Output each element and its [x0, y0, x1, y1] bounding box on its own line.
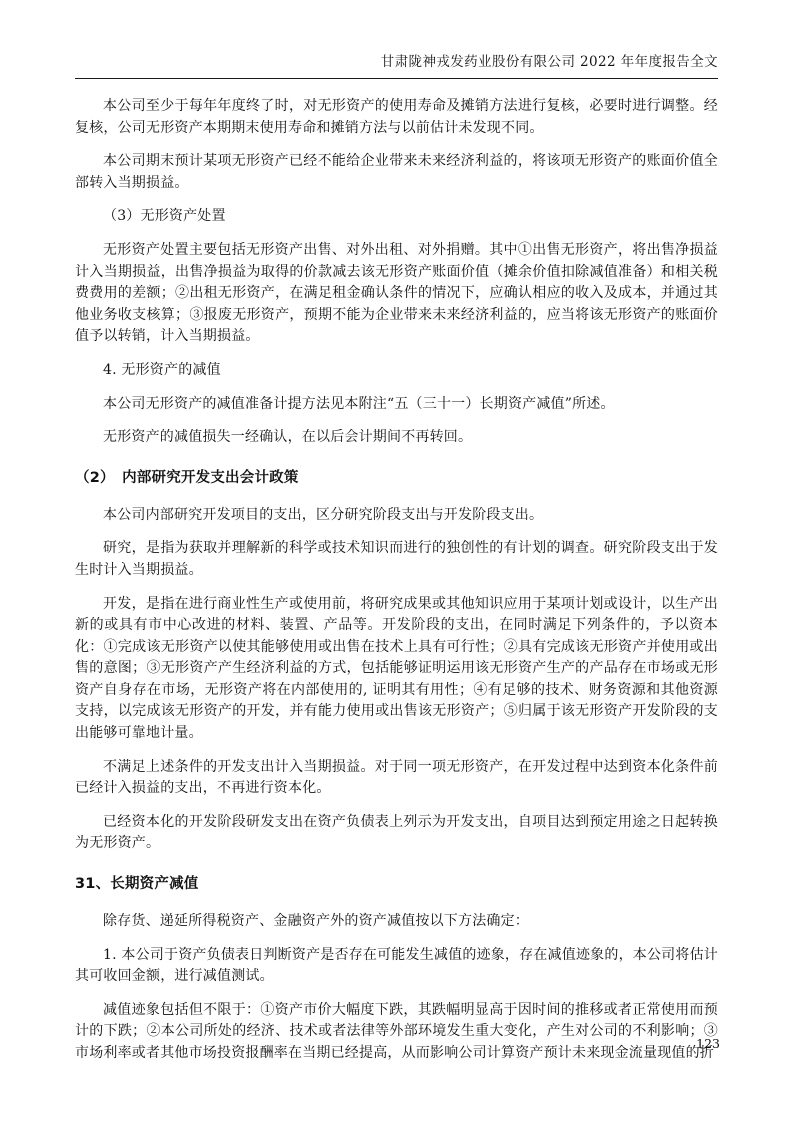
section-heading-rd-policy: （2） 内部研究开发支出会计政策: [75, 469, 299, 486]
page-number: 123: [696, 1036, 720, 1051]
sublabel-intangible-disposal: （3）无形资产处置: [103, 208, 226, 225]
page-content: [75, 79, 718, 1065]
section-heading-long-term-impairment: 31、长期资产减值: [75, 876, 199, 893]
paragraph-impairment-test: 1. 本公司于资产负债表日判断资产是否存在可能发生减值的迹象，存在减值迹象的，本公司将估计其可收回金额，进行减值测试。: [75, 946, 718, 985]
paragraph-intangible-disposal-detail: 无形资产处置主要包括无形资产出售、对外出租、对外捐赠。其中①出售无形资产，将出售净损益计入当期损益，出售净损益为取得的价款减去该无形资产账面价值（摊余价值扣除减值准备）和相关税费费用的差额；②出租无形资产，在满足租金确认条件的情况下，应确认相应的收入及成本，并通过其他业务收支核算；③报废无形资产，预期不能为企业带来未来经济利益的，应当将该无形资产的账面价值予以转销，计入当期损益。: [75, 241, 718, 345]
page-header: [75, 50, 718, 79]
paragraph-intangible-review: 本公司至少于每年年度终了时，对无形资产的使用寿命及摊销方法进行复核，必要时进行调整。经复核，公司无形资产本期期末使用寿命和摊销方法与以前估计未发现不同。: [75, 98, 718, 136]
paragraph-capitalized-rd: 已经资本化的开发阶段研发支出在资产负债表上列示为开发支出，自项目达到预定用途之日起转换为无形资产。: [75, 813, 718, 852]
report-title: 甘肃陇神戎发药业股份有限公司 2022 年年度报告全文: [380, 54, 718, 70]
paragraph-rd-split: 本公司内部研究开发项目的支出，区分研究阶段支出与开发阶段支出。: [103, 506, 544, 523]
paragraph-development-expense: 不满足上述条件的开发支出计入当期损益。对于同一项无形资产，在开发过程中达到资本化条件前已经计入损益的支出，不再进行资本化。: [75, 758, 718, 797]
paragraph-development-definition: 开发，是指在进行商业性生产或使用前，将研究成果或其他知识应用于某项计划或设计，以生产出新的或具有市中心改进的材料、装置、产品等。开发阶段的支出，在同时满足下列条件的，予以资本化：①完成该无形资产以使其能够使用或出售在技术上具有可行性；②具有完成该无形资产并使用或出售的意图；③无形资产产生经济利益的方式，包括能够证明运用该无形资产生产的产品存在市场或无形资产自身存在市场，无形资产将在内部使用的, 证明其有用性；④有足够的技术、财务资源和其他资源支持，以完成该无形资产的开发，并有能力使用或出售该无形资产；⑤归属于该无形资产开发阶段的支出能够可靠地计量。: [75, 595, 718, 742]
paragraph-impairment-no-reversal: 无形资产的减值损失一经确认，在以后会计期间不再转回。: [103, 429, 473, 446]
paragraph-research-definition: 研究，是指为获取并理解新的科学或技术知识而进行的独创性的有计划的调查。研究阶段支出于发生时计入当期损益。: [75, 540, 718, 578]
paragraph-impairment-scope: 除存货、递延所得税资产、金融资产外的资产减值按以下方法确定：: [103, 913, 529, 930]
sublabel-intangible-impairment: 4. 无形资产的减值: [103, 361, 221, 378]
paragraph-impairment-method-ref: 本公司无形资产的减值准备计提方法见本附注“五（三十一）长期资产减值”所述。: [103, 395, 615, 412]
paragraph-intangible-derecognition: 本公司期末预计某项无形资产已经不能给企业带来未来经济利益的，将该项无形资产的账面价值全部转入当期损益。: [75, 153, 718, 191]
paragraph-impairment-indicators: 减值迹象包括但不限于：①资产市价大幅度下跌，其跌幅明显高于因时间的推移或者正常使用而预计的下跌；②本公司所处的经济、技术或者法律等外部环境发生重大变化，产生对公司的不利影响；③市场利率或者其他市场投资报酬率在当期已经提高，从而影响公司计算资产预计未来现金流量现值的折: [75, 1001, 718, 1061]
